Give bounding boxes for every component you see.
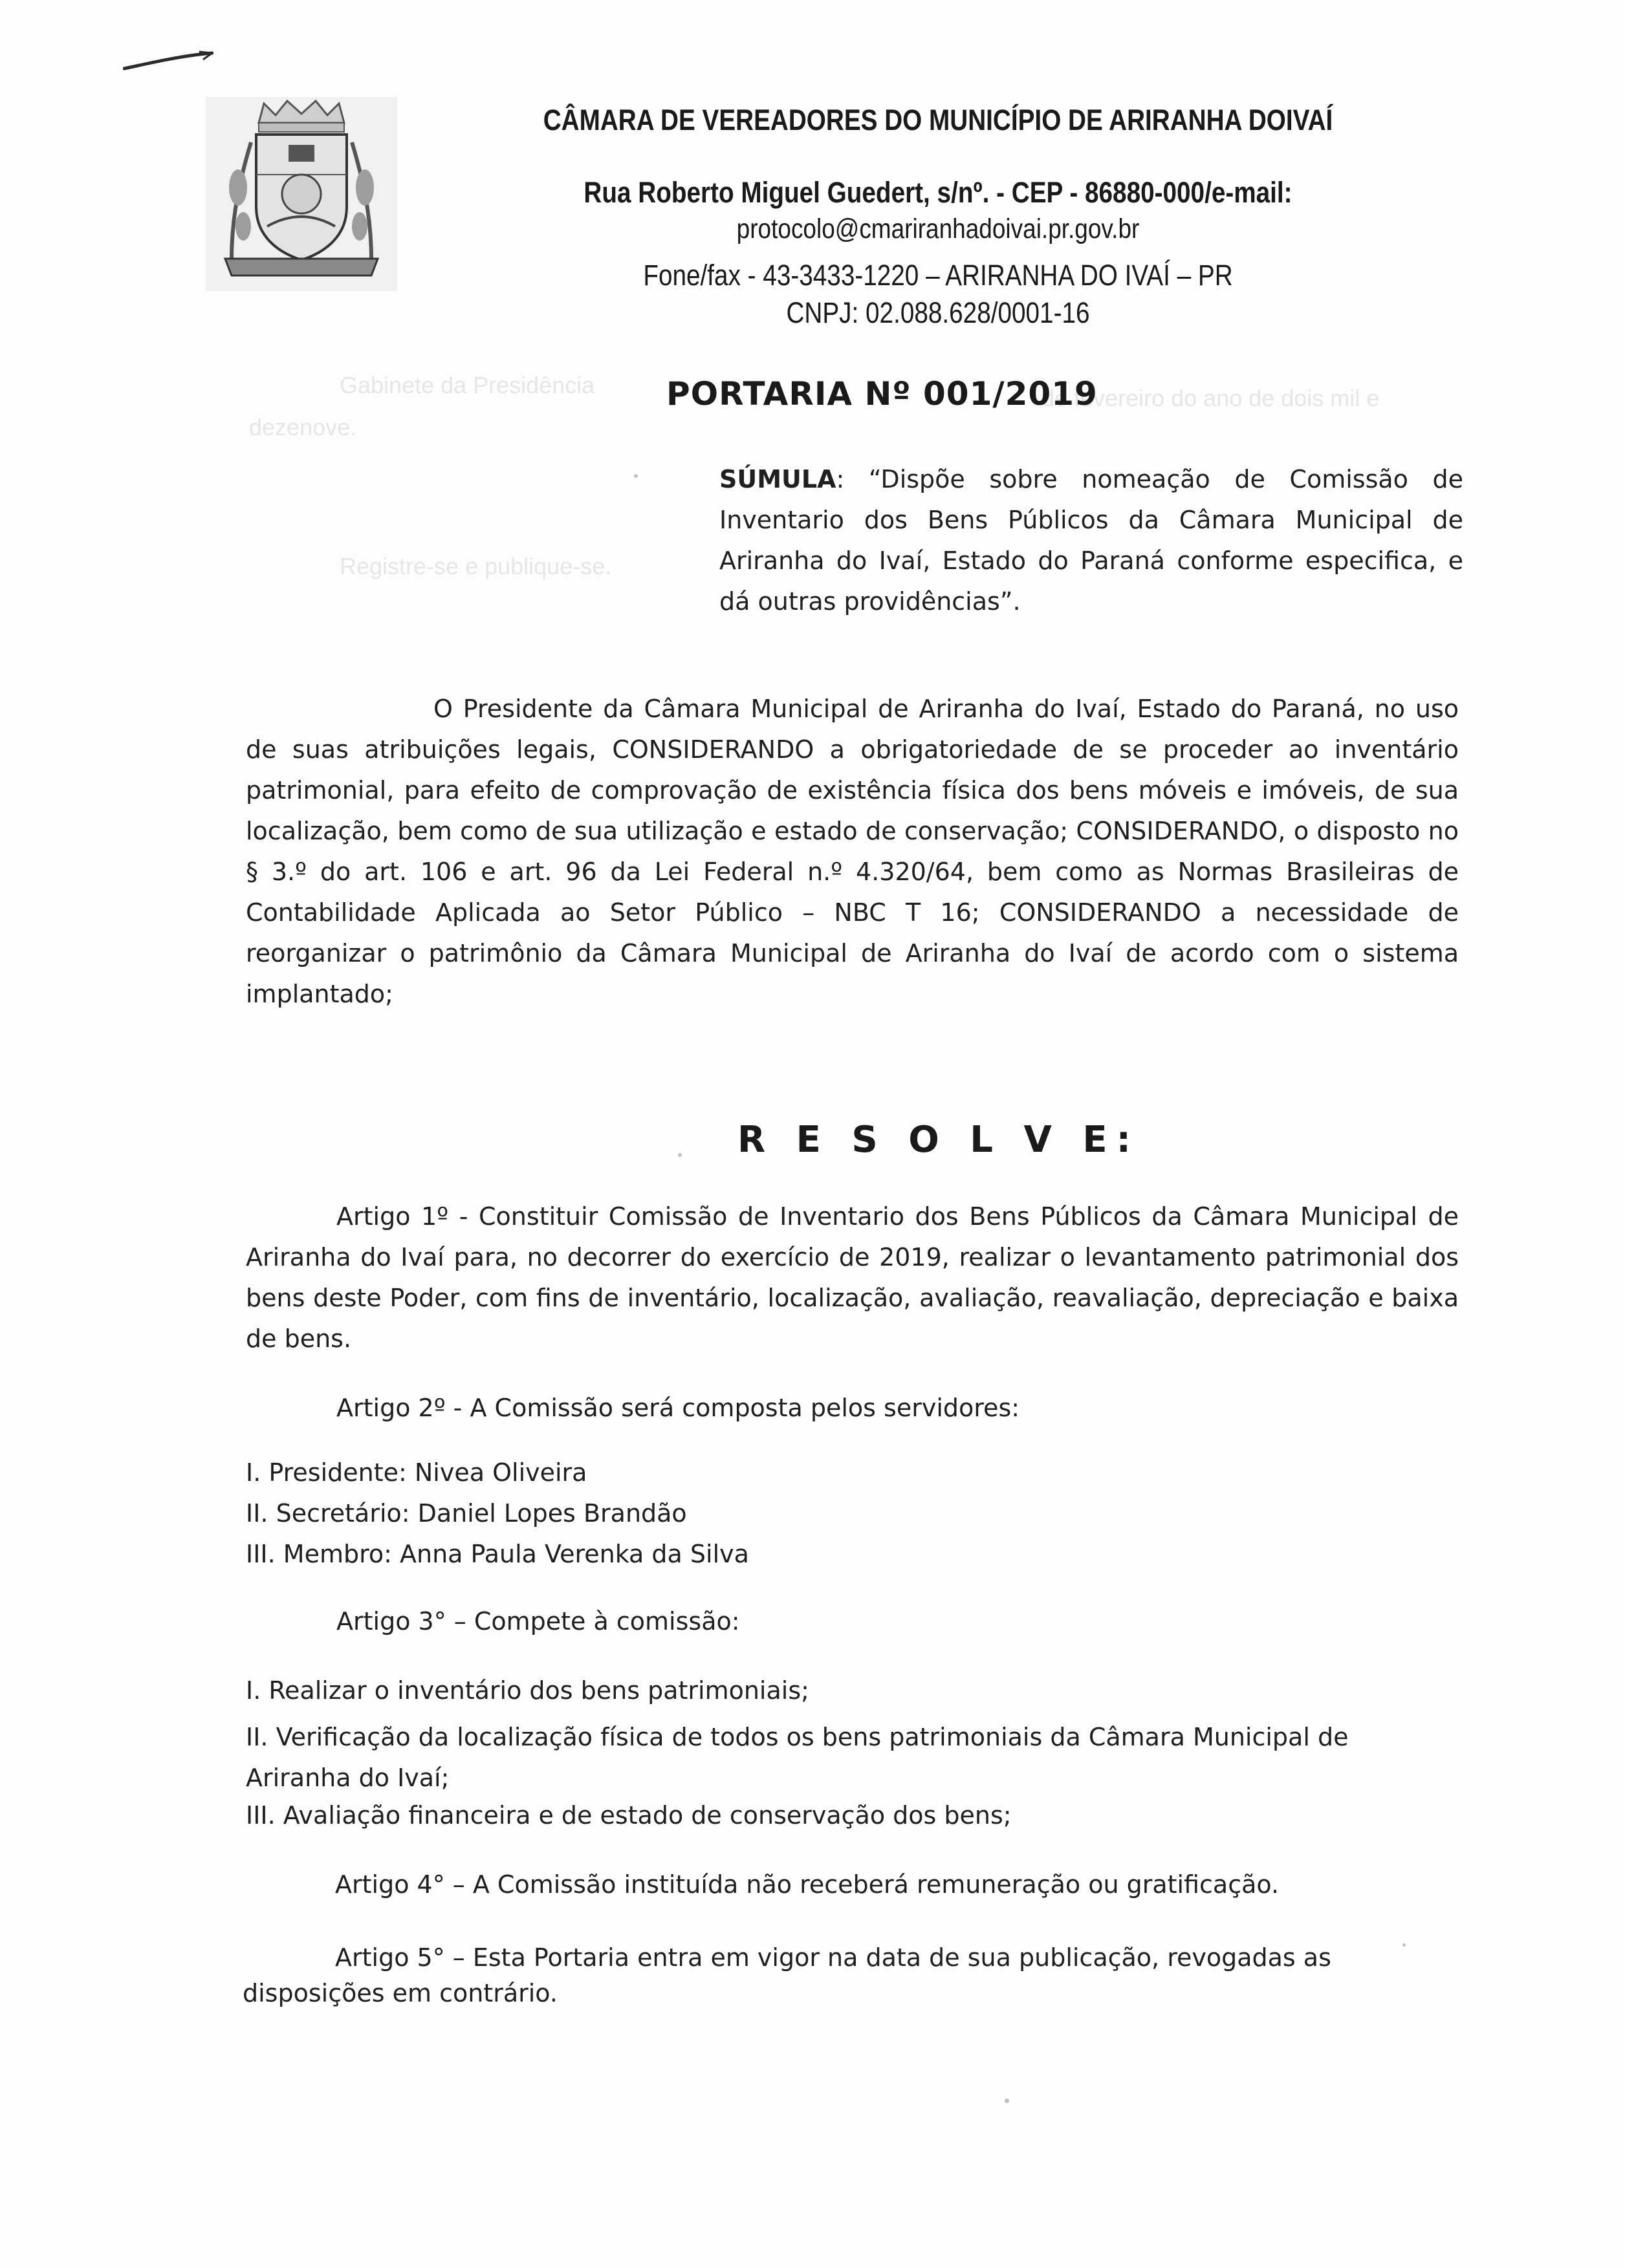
article-5: Artigo 5° – Esta Portaria entra em vigor na data de sua publicação, revogadas as xyxy=(335,1943,1331,1972)
article-3: Artigo 3° – Compete à comissão: xyxy=(336,1607,740,1636)
duty-item: III. Avaliação financeira e de estado de conservação dos bens; xyxy=(246,1801,1012,1830)
sumula-label: SÚMULA xyxy=(719,465,836,493)
article-5-continued: disposições em contrário. xyxy=(243,1979,558,2007)
scan-speck xyxy=(1005,2099,1009,2103)
duty-item: I. Realizar o inventário dos bens patrimoniais; xyxy=(246,1676,809,1705)
portaria-title: PORTARIA Nº 001/2019 xyxy=(666,375,1098,413)
scan-speck xyxy=(634,474,638,478)
member-item: III. Membro: Anna Paula Verenka da Silva xyxy=(246,1540,749,1568)
institution-address: Rua Roberto Miguel Guedert, s/nº. - CEP - 86880-000/e-mail: xyxy=(583,176,1292,209)
institution-title: CÂMARA DE VEREADORES DO MUNICÍPIO DE ARIRANHA DOIVAÍ xyxy=(543,103,1333,136)
member-item: II. Secretário: Daniel Lopes Brandão xyxy=(246,1499,687,1528)
ghost-text: Gabinete da Presidência xyxy=(340,372,595,398)
institution-phone: Fone/fax - 43-3433-1220 – ARIRANHA DO IVAÍ – PR xyxy=(643,259,1233,292)
article-4: Artigo 4° – A Comissão instituída não receberá remuneração ou gratificação. xyxy=(335,1870,1280,1899)
resolve-heading: R E S O L V E: xyxy=(737,1119,1140,1161)
ghost-text: dezenove. xyxy=(249,414,357,440)
ghost-text: Registre-se e publique-se. xyxy=(340,553,612,579)
municipal-crest-logo xyxy=(206,97,397,291)
sumula-block xyxy=(719,459,1463,622)
institution-cnpj: CNPJ: 02.088.628/0001-16 xyxy=(786,296,1090,329)
scan-speck xyxy=(1402,1943,1406,1947)
member-item: I. Presidente: Nivea Oliveira xyxy=(246,1458,587,1487)
duty-item: II. Verificação da localização física de todos os bens patrimoniais da Câmara Municipal de Ariranha do Ivaí; xyxy=(246,1723,1349,1792)
preamble-paragraph: O Presidente da Câmara Municipal de Ariranha do Ivaí, Estado do Paraná, no uso de suas atribuições legais, CONSIDERANDO a obrigatoriedade de se proceder ao inventário patrimonial, para efeito de comprovação de existência física dos bens móveis e imóveis, de sua localização, bem como de sua utilização e estado de conservação; CONSIDERANDO, o disposto no § 3.º do art. 106 e art. 96 da Lei Federal n.º 4.320/64, bem como as Normas Brasileiras de Contabilidade Aplicada ao Setor Público – NBC T 16; CONSIDERANDO a necessidade de reorganizar o patrimônio da Câmara Municipal de Ariranha do Ivaí de acordo com o sistema implantado; xyxy=(246,695,1459,1008)
article-2: Artigo 2º - A Comissão será composta pelos servidores: xyxy=(336,1394,1020,1422)
pen-mark xyxy=(123,47,213,72)
ghost-text: de fevereiro do ano de dois mil e xyxy=(1042,385,1380,411)
institution-email: protocolo@cmariranhadoivai.pr.gov.br xyxy=(736,213,1140,244)
article-1: Artigo 1º - Constituir Comissão de Inventario dos Bens Públicos da Câmara Municipal de Ariranha do Ivaí para, no decorrer do exercício de 2019, realizar o levantamento patrimonial dos bens deste Poder, com fins de inventário, localização, avaliação, reavaliação, depreciação e baixa de bens. xyxy=(246,1202,1459,1353)
sumula-text: : “Dispõe sobre nomeação de Comissão de Inventario dos Bens Públicos da Câmara Municipal de Ariranha do Ivaí, Estado do Paraná conforme especifica, e dá outras providências”. xyxy=(719,465,1463,616)
scan-speck xyxy=(678,1153,682,1157)
